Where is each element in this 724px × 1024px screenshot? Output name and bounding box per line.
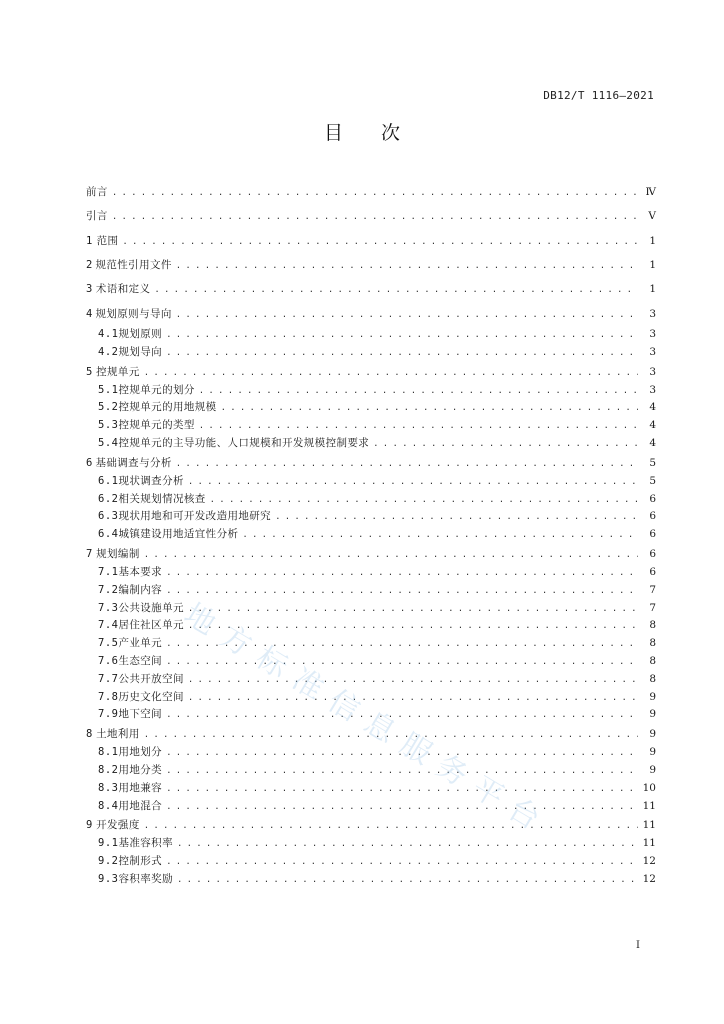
- toc-entry-number: 4.2: [98, 345, 119, 358]
- toc-entry-page: 8: [649, 637, 656, 650]
- table-of-contents: [86, 180, 656, 889]
- toc-entry-page: 4: [649, 437, 656, 450]
- toc-entry-label: 规范性引用文件: [95, 259, 172, 272]
- toc-entry-number: 6.4: [98, 528, 119, 541]
- toc-dot-leader: [166, 781, 638, 799]
- toc-entry-number: 7.1: [98, 566, 119, 579]
- toc-dot-leader: [188, 690, 638, 708]
- toc-dot-leader: [199, 383, 638, 401]
- toc-entry-label: 控规单元的划分: [118, 383, 195, 396]
- toc-entry-label: 现状调查分析: [118, 474, 184, 487]
- toc-dot-leader: [166, 654, 638, 672]
- toc-subentry[interactable]: [86, 853, 656, 871]
- toc-entry-number: 8.2: [98, 764, 119, 776]
- toc-dot-leader: [221, 400, 638, 418]
- toc-dot-leader: [112, 205, 638, 229]
- toc-entry-page: 3: [649, 328, 656, 341]
- toc-entry-number: 2: [86, 259, 93, 272]
- toc-entry-page: 1: [649, 283, 656, 296]
- toc-entry-label: 控规单元: [96, 365, 140, 378]
- toc-dot-leader: [188, 601, 638, 619]
- toc-subentry[interactable]: [86, 582, 656, 600]
- toc-entry-number: 7.6: [98, 655, 119, 668]
- toc-entry-page: 7: [649, 601, 656, 614]
- toc-entry-number: 7.5: [98, 637, 119, 650]
- toc-dot-leader: [177, 872, 638, 890]
- toc-dot-leader: [154, 278, 638, 302]
- toc-entry-page: 5: [649, 456, 656, 469]
- toc-entry-page: 9: [649, 764, 656, 776]
- toc-dot-leader: [210, 492, 638, 510]
- toc-dot-leader: [144, 363, 638, 383]
- toc-entry-number: 9.3: [98, 872, 119, 885]
- toc-entry-label: 用地划分: [118, 746, 163, 759]
- toc-dot-leader: [176, 454, 638, 474]
- toc-entry[interactable]: [86, 453, 656, 473]
- toc-entry-number: 7.8: [98, 690, 119, 703]
- toc-subentry[interactable]: [86, 835, 656, 853]
- toc-entry-number: 8.3: [98, 781, 119, 794]
- toc-entry-number: 6.2: [98, 492, 119, 505]
- toc-entry-label: 地下空间: [118, 708, 163, 721]
- toc-entry-label: 用地兼容: [118, 781, 163, 794]
- toc-subentry[interactable]: [86, 526, 656, 544]
- toc-title: 目次: [323, 122, 438, 144]
- toc-entry[interactable]: [86, 253, 656, 277]
- toc-entry-page: 9: [649, 746, 656, 759]
- toc-dot-leader: [166, 565, 638, 583]
- toc-dot-leader: [144, 816, 638, 836]
- toc-entry-label: 规划原则: [118, 328, 163, 341]
- toc-entry-number: 6.3: [98, 510, 119, 523]
- toc-subentry[interactable]: [86, 617, 656, 635]
- toc-entry-page: 9: [649, 708, 656, 721]
- toc-entry-number: 8.1: [98, 746, 119, 759]
- toc-entry-page: 6: [649, 548, 656, 561]
- toc-entry-number: 8: [86, 728, 93, 741]
- toc-subentry[interactable]: [86, 744, 656, 762]
- toc-dot-leader: [166, 345, 638, 363]
- toc-entry-label: 基础调查与分析: [95, 456, 172, 469]
- toc-entry-page: 11: [642, 799, 656, 812]
- toc-dot-leader: [166, 763, 638, 781]
- toc-entry[interactable]: [86, 277, 656, 301]
- toc-subentry[interactable]: [86, 871, 656, 889]
- toc-subentry[interactable]: [86, 508, 656, 526]
- toc-entry-number: 6: [86, 456, 93, 469]
- toc-entry-page: 4: [649, 401, 656, 414]
- toc-entry-page: 8: [649, 672, 656, 685]
- toc-entry-label: 规划编制: [96, 548, 140, 561]
- toc-subentry[interactable]: [86, 417, 656, 435]
- toc-subentry[interactable]: [86, 564, 656, 582]
- toc-entry-number: 7: [86, 548, 93, 561]
- toc-subentry[interactable]: [86, 689, 656, 707]
- toc-entry-page: 11: [642, 837, 656, 850]
- toc-entry-page: Ⅴ: [648, 210, 656, 223]
- toc-entry-label: 土地利用: [96, 728, 140, 741]
- toc-entry-number: 4.1: [98, 328, 119, 341]
- toc-dot-leader: [176, 303, 638, 327]
- toc-entry[interactable]: [86, 229, 656, 253]
- toc-entry-number: 7.4: [98, 619, 119, 632]
- toc-entry-page: 1: [649, 234, 656, 247]
- toc-dot-leader: [176, 254, 638, 278]
- toc-subentry[interactable]: [86, 600, 656, 618]
- toc-entry[interactable]: [86, 362, 656, 382]
- toc-entry-number: 5.3: [98, 419, 119, 432]
- toc-entry-label: 生态空间: [118, 655, 163, 668]
- toc-entry-label: 容积率奖励: [118, 872, 173, 885]
- toc-entry-label: 控规单元的主导功能、人口规模和开发规模控制要求: [118, 437, 370, 450]
- toc-entry-label: 城镇建设用地适宜性分析: [118, 528, 239, 541]
- toc-dot-leader: [275, 509, 638, 527]
- toc-entry-page: 6: [649, 528, 656, 541]
- toc-dot-leader: [242, 527, 638, 545]
- document-code: DB12/T 1116—2021: [543, 89, 654, 102]
- toc-dot-leader: [166, 854, 638, 872]
- toc-entry[interactable]: [86, 544, 656, 564]
- toc-entry-label: 控规单元的用地规模: [118, 401, 217, 414]
- toc-subentry[interactable]: [86, 762, 656, 780]
- toc-entry-number: 7.2: [98, 583, 119, 596]
- toc-entry-number: 6.1: [98, 474, 119, 487]
- toc-entry-page: 8: [649, 655, 656, 668]
- toc-entry-page: 3: [649, 307, 656, 320]
- toc-subentry[interactable]: [86, 326, 656, 344]
- toc-entry-page: 10: [642, 781, 656, 794]
- toc-entry-label: 范围: [96, 234, 119, 247]
- toc-entry[interactable]: [86, 724, 656, 744]
- toc-entry-number: 3: [86, 283, 93, 296]
- toc-subentry[interactable]: [86, 473, 656, 491]
- toc-entry-label: 用地混合: [118, 799, 163, 812]
- toc-entry-page: 6: [649, 566, 656, 579]
- toc-entry-page: 3: [649, 383, 656, 396]
- toc-entry-page: 7: [649, 583, 656, 596]
- toc-subentry[interactable]: [86, 706, 656, 724]
- toc-entry-page: 6: [649, 510, 656, 523]
- toc-dot-leader: [373, 436, 638, 454]
- toc-entry[interactable]: [86, 815, 656, 835]
- toc-entry[interactable]: [86, 204, 656, 228]
- toc-entry-number: 7.9: [98, 708, 119, 721]
- toc-entry-number: 9: [86, 819, 93, 832]
- toc-entry-number: 4: [86, 307, 93, 320]
- toc-entry-label: 控制形式: [118, 855, 163, 868]
- toc-entry-page: 9: [649, 728, 656, 741]
- toc-subentry[interactable]: [86, 671, 656, 689]
- toc-dot-leader: [122, 230, 638, 254]
- toc-entry-number: 8.4: [98, 799, 119, 812]
- toc-entry-page: 3: [649, 345, 656, 358]
- toc-entry-label: 公共设施单元: [118, 601, 184, 614]
- toc-entry-label: 编制内容: [118, 583, 163, 596]
- toc-entry-number: 1: [86, 234, 93, 247]
- toc-entry-label: 基本要求: [118, 566, 163, 579]
- toc-dot-leader: [166, 707, 638, 725]
- toc-subentry[interactable]: [86, 399, 656, 417]
- toc-entry-page: 12: [642, 872, 656, 885]
- toc-entry-number: 5.2: [98, 401, 119, 414]
- toc-entry-label: 公共开放空间: [118, 672, 184, 685]
- toc-entry-label: 产业单元: [118, 637, 163, 650]
- page-number: I: [636, 940, 640, 951]
- toc-dot-leader: [144, 545, 638, 565]
- toc-entry-number: 9.1: [98, 837, 119, 850]
- toc-entry-number: 5: [86, 365, 93, 378]
- toc-entry-page: 11: [642, 819, 656, 832]
- toc-entry-label: 控规单元的类型: [118, 419, 195, 432]
- toc-dot-leader: [166, 799, 638, 817]
- toc-entry-label: 规划导向: [118, 345, 163, 358]
- toc-dot-leader: [199, 418, 638, 436]
- toc-subentry[interactable]: [86, 344, 656, 362]
- toc-dot-leader: [166, 745, 638, 763]
- toc-entry-number: 7.7: [98, 672, 119, 685]
- toc-subentry[interactable]: [86, 635, 656, 653]
- toc-entry-page: 9: [649, 690, 656, 703]
- toc-entry-label: 术语和定义: [95, 283, 151, 296]
- toc-entry-label: 引言: [86, 210, 108, 223]
- toc-entry[interactable]: [86, 302, 656, 326]
- toc-entry-number: 5.4: [98, 437, 119, 450]
- toc-entry-number: 5.1: [98, 383, 119, 396]
- toc-entry-number: 7.3: [98, 601, 119, 614]
- toc-entry-page: 4: [649, 419, 656, 432]
- toc-entry-label: 基准容积率: [118, 837, 173, 850]
- toc-dot-leader: [188, 672, 638, 690]
- toc-entry-page: 3: [649, 365, 656, 378]
- toc-dot-leader: [166, 327, 638, 345]
- toc-subentry[interactable]: [86, 435, 656, 453]
- toc-entry-page: Ⅳ: [645, 186, 656, 198]
- toc-entry-page: 8: [649, 619, 656, 632]
- toc-entry-label: 历史文化空间: [118, 690, 184, 703]
- toc-dot-leader: [166, 636, 638, 654]
- toc-subentry[interactable]: [86, 382, 656, 400]
- toc-entry-page: 6: [649, 492, 656, 505]
- toc-dot-leader: [188, 474, 638, 492]
- toc-entry-label: 居住社区单元: [118, 619, 184, 632]
- toc-entry[interactable]: [86, 180, 656, 204]
- toc-subentry[interactable]: [86, 798, 656, 816]
- watermark: 地方标准信息服务平台: [177, 596, 556, 844]
- toc-entry-page: 5: [649, 474, 656, 487]
- toc-subentry[interactable]: [86, 780, 656, 798]
- toc-dot-leader: [166, 583, 638, 601]
- toc-dot-leader: [144, 725, 638, 745]
- toc-entry-label: 前言: [86, 186, 108, 198]
- toc-entry-page: 12: [642, 855, 656, 868]
- toc-entry-label: 现状用地和可开发改造用地研究: [118, 510, 272, 523]
- toc-dot-leader: [112, 181, 638, 205]
- toc-entry-label: 用地分类: [118, 764, 163, 776]
- toc-subentry[interactable]: [86, 653, 656, 671]
- toc-dot-leader: [188, 618, 638, 636]
- toc-dot-leader: [177, 836, 638, 854]
- toc-entry-label: 相关规划情况核查: [118, 492, 206, 505]
- toc-entry-label: 规划原则与导向: [95, 307, 172, 320]
- toc-entry-page: 1: [649, 259, 656, 272]
- toc-entry-label: 开发强度: [96, 819, 140, 832]
- toc-subentry[interactable]: [86, 491, 656, 509]
- toc-entry-number: 9.2: [98, 855, 119, 868]
